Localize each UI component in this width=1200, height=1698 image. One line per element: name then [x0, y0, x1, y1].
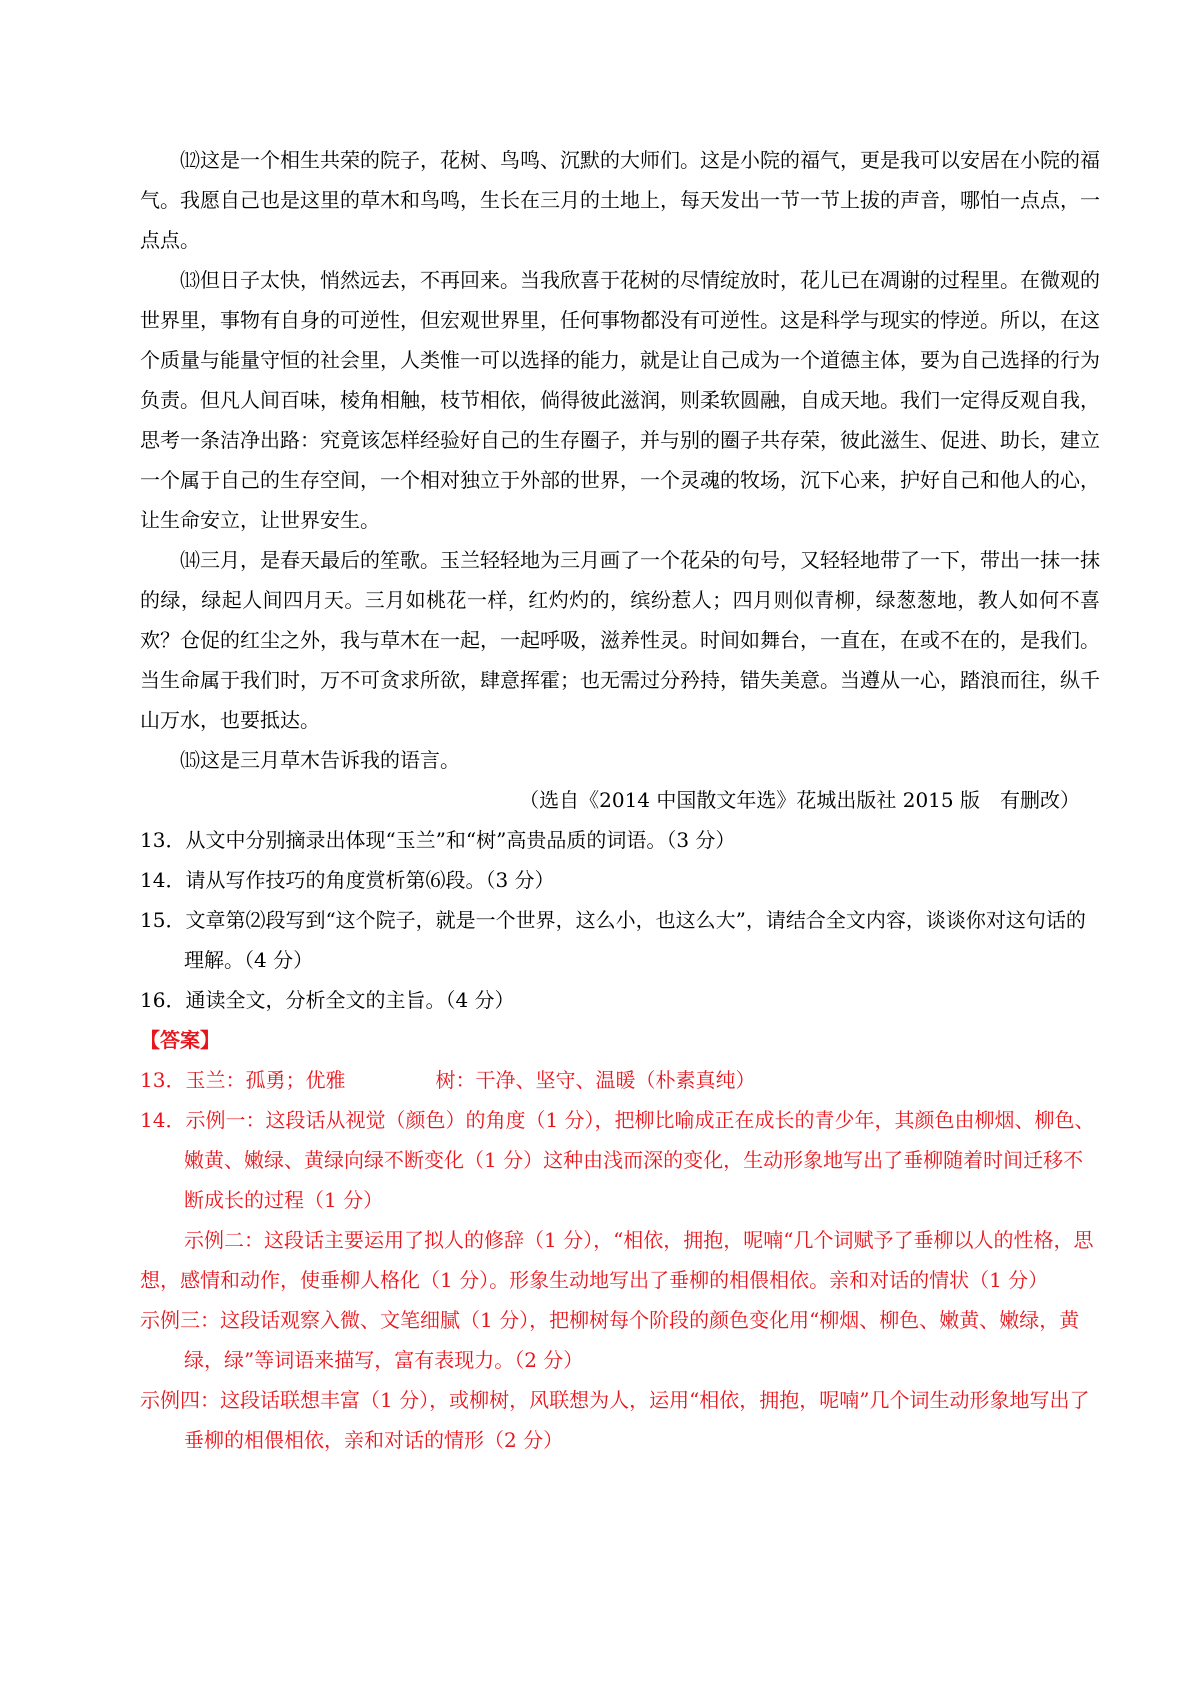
- document-content: [140, 140, 1100, 1460]
- answer-13: [140, 1060, 1100, 1100]
- paragraph-12: ⑿这是一个相生共荣的院子，花树、鸟鸣、沉默的大师们。这是小院的福气，更是我可以安居在小院的福气。我愿自己也是这里的草木和鸟鸣，生长在三月的土地上，每天发出一节一节上拔的声音，哪怕一点点，一点点。: [140, 148, 1100, 252]
- answer-heading: 【答案】: [140, 1028, 220, 1052]
- answer-14-example-4: 示例四：这段话联想丰富（1 分），或柳树，风联想为人，运用“相依，拥抱，呢喃”几个词生动形象地写出了垂柳的相偎相依，亲和对话的情形（2 分）: [140, 1388, 1090, 1452]
- answer-14-example-3: 示例三：这段话观察入微、文笔细腻（1 分），把柳树每个阶段的颜色变化用“柳烟、柳色、嫩黄、嫩绿，黄绿，绿”等词语来描写，富有表现力。（2 分）: [140, 1308, 1080, 1372]
- question-14: 14．请从写作技巧的角度赏析第⑹段。（3 分）: [140, 868, 555, 892]
- answer-14-example-2: 示例二：这段话主要运用了拟人的修辞（1 分），“相依，拥抱，呢喃“几个词赋予了垂柳以人的性格，思想，感情和动作，使垂柳人格化（1 分）。形象生动地写出了垂柳的相偎相依。亲和对话的情状（1 分）: [140, 1228, 1094, 1292]
- question-16: 16．通读全文，分析全文的主旨。（4 分）: [140, 988, 515, 1012]
- question-15: 15．文章第⑵段写到“这个院子，就是一个世界，这么小，也这么大”，请结合全文内容，谈谈你对这句话的理解。（4 分）: [140, 908, 1086, 972]
- answer-13-yulan: 13．玉兰：孤勇；优雅: [140, 1068, 346, 1092]
- answer-14-example-1: 14．示例一：这段话从视觉（颜色）的角度（1 分），把柳比喻成正在成长的青少年，其颜色由柳烟、柳色、嫩黄、嫩绿、黄绿向绿不断变化（1 分）这种由浅而深的变化，生动形象地写出了垂柳随着时间迁移不断成长的过程（1 分）: [140, 1108, 1095, 1212]
- source-citation: （选自《2014 中国散文年选》花城出版社 2015 版 有删改）: [519, 788, 1080, 812]
- paragraph-13: ⒀但日子太快，悄然远去，不再回来。当我欣喜于花树的尽情绽放时，花儿已在凋谢的过程里。在微观的世界里，事物有自身的可逆性，但宏观世界里，任何事物都没有可逆性。这是科学与现实的悖逆。所以，在这个质量与能量守恒的社会里，人类惟一可以选择的能力，就是让自己成为一个道德主体，要为自己选择的行为负责。但凡人间百味，棱角相触，枝节相依，倘得彼此滋润，则柔软圆融，自成天地。我们一定得反观自我，思考一条洁净出路：究竟该怎样经验好自己的生存圈子，并与别的圈子共存荣，彼此滋生、促进、助长，建立一个属于自己的生存空间，一个相对独立于外部的世界，一个灵魂的牧场，沉下心来，护好自己和他人的心，让生命安立，让世界安生。: [140, 268, 1100, 532]
- paragraph-14: ⒁三月，是春天最后的笙歌。玉兰轻轻地为三月画了一个花朵的句号，又轻轻地带了一下，带出一抹一抹的绿，绿起人间四月天。三月如桃花一样，红灼灼的，缤纷惹人；四月则似青柳，绿葱葱地，教人如何不喜欢？仓促的红尘之外，我与草木在一起，一起呼吸，滋养性灵。时间如舞台，一直在，在或不在的，是我们。当生命属于我们时，万不可贪求所欲，肆意挥霍；也无需过分矜持，错失美意。当遵从一心，踏浪而往，纵千山万水，也要抵达。: [140, 548, 1100, 732]
- paragraph-15: ⒂这是三月草木告诉我的语言。: [180, 748, 460, 772]
- question-13: 13．从文中分别摘录出体现“玉兰”和“树”高贵品质的词语。（3 分）: [140, 828, 736, 852]
- answer-13-tree: 树：干净、坚守、温暖（朴素真纯）: [435, 1068, 756, 1092]
